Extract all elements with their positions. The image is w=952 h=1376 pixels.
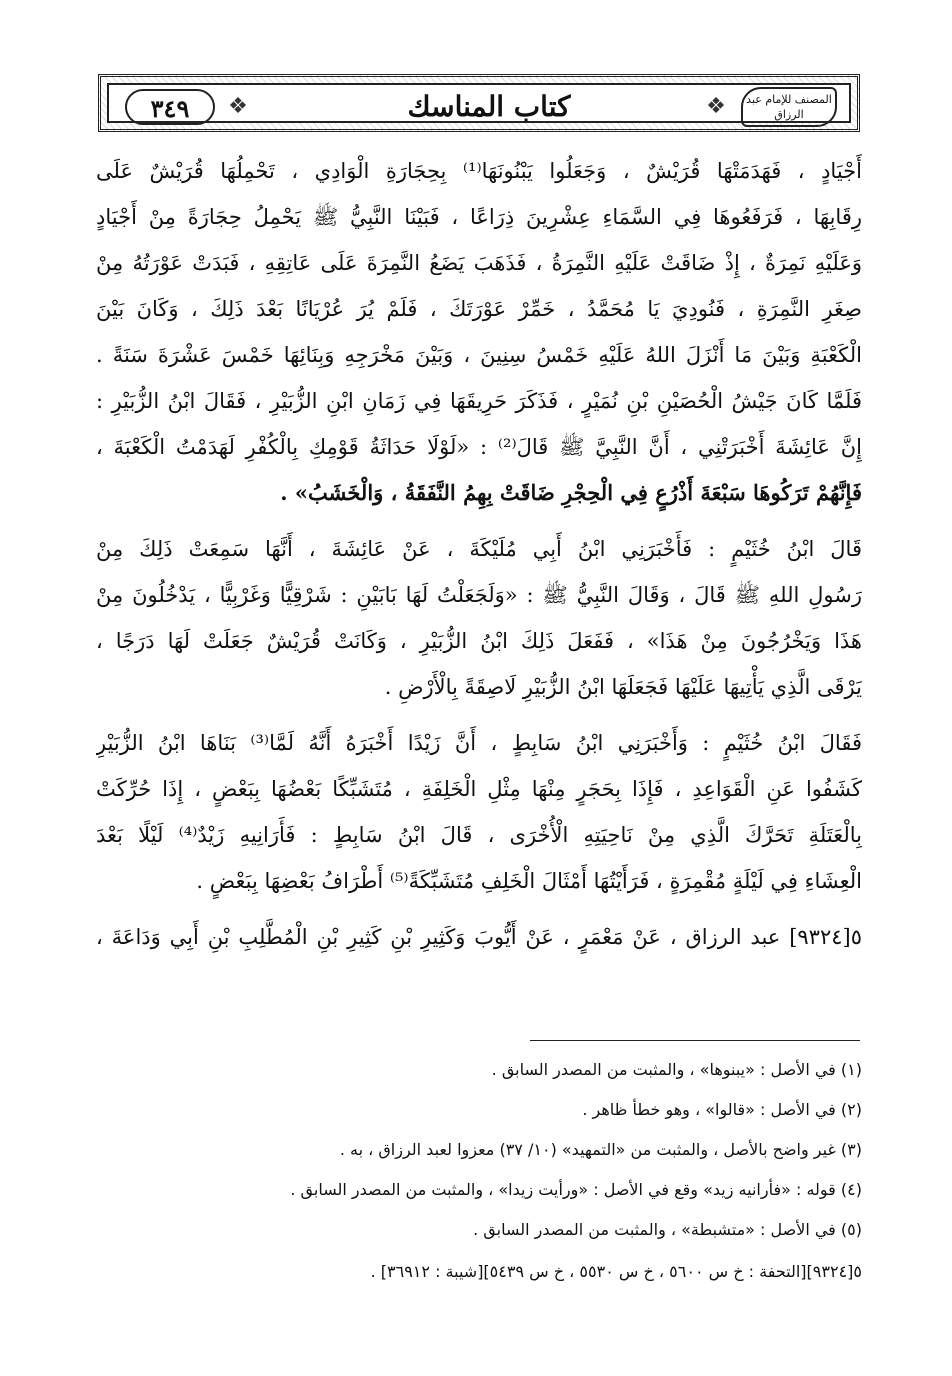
footnote: (٥) في الأصل : «متشبطة» ، والمثبت من المصدر السابق . xyxy=(473,1220,862,1239)
footnote: (٢) في الأصل : «قالوا» ، وهو خطأ ظاهر . xyxy=(582,1100,862,1119)
text-line: ٥[٩٣٢٤] عبد الرزاق ، عَنْ مَعْمَرٍ ، عَنْ أَيُّوبَ وَكَثِيرِ بْنِ كَثِيرِ بْنِ الْمُطَّلِبِ بْنِ أَبِي وَدَاعَةَ ، xyxy=(96,925,862,949)
ornament-icon: ❖ xyxy=(706,94,726,119)
page-number: ٣٤٩ xyxy=(125,89,215,125)
text-line: رِقَابِهَا ، فَرَفَعُوهَا فِي السَّمَاءِ عِشْرِينَ ذِرَاعًا ، فَبَيْنَا النَّبِيُّ ﷺ يَحْمِلُ حِجَارَةً مِنْ أَجْيَادٍ xyxy=(96,205,862,229)
text-line: بِالْعَتَلَةِ تَحَرَّكَ الَّذِي مِنْ نَاحِيَتِهِ الْأُخْرَى ، قَالَ ابْنُ سَابِطٍ : فَأَرَانِيهِ زَيْدٌ⁽⁴⁾ لَيْلًا بَعْدَ xyxy=(96,823,862,847)
publisher-logo: المصنف للإمام عبد الرزاق xyxy=(741,87,837,127)
text-line: فَلَمَّا كَانَ جَيْشُ الْحُصَيْنِ بْنِ نُمَيْرٍ ، فَذَكَرَ حَرِيقَهَا فِي زَمَانِ ابْنِ الزُّبَيْرِ ، فَقَالَ ابْنُ الزُّبَيْرِ : xyxy=(96,389,862,413)
main-text xyxy=(96,148,862,960)
text-line: رَسُولِ اللهِ ﷺ قَالَ ، وَقَالَ النَّبِيُّ ﷺ : «وَلَجَعَلْتُ لَهَا بَابَيْنِ : شَرْقِيًّا وَغَرْبِيًّا ، يَدْخُلُونَ مِنْ xyxy=(96,583,862,607)
running-title: كتاب المناسك xyxy=(407,90,571,123)
text-line: قَالَ ابْنُ خُثَيْمٍ : فَأَخْبَرَنِي ابْنُ أَبِي مُلَيْكَةَ ، عَنْ عَائِشَةَ ، أَنَّهَا سَمِعَتْ ذَلِكَ مِنْ xyxy=(96,537,862,561)
text-line: وَعَلَيْهِ نَمِرَةٌ ، إِذْ ضَاقَتْ عَلَيْهِ النَّمِرَةُ ، فَذَهَبَ يَضَعُ النَّمِرَةَ عَلَى عَاتِقِهِ ، فَبَدَتْ عَوْرَتُهُ مِنْ xyxy=(96,251,862,275)
text-line: أَجْيَادٍ ، فَهَدَمَتْهَا قُرَيْشٌ ، وَجَعَلُوا يَبْنُونَهَا⁽¹⁾ بِحِجَارَةِ الْوَادِي ، تَحْمِلُهَا قُرَيْشٌ عَلَى xyxy=(96,159,862,183)
footnote: (٤) قوله : «فأرانيه زيد» وقع في الأصل : «ورأيت زيدا» ، والمثبت من المصدر السابق . xyxy=(290,1180,862,1199)
text-line: الْعِشَاءِ فِي لَيْلَةٍ مُقْمِرَةٍ ، فَرَأَيْتُهَا أَمْثَالَ الْخَلِفِ مُتَشَبِّكَةً⁽⁵⁾ أَطْرَافُ بَعْضِهَا بِبَعْضٍ . xyxy=(196,869,862,893)
text-line: يَرْقَى الَّذِي يَأْتِيهَا عَلَيْهَا فَجَعَلَهَا ابْنُ الزُّبَيْرِ لَاصِقَةً بِالْأَرْضِ . xyxy=(384,675,862,699)
header-frame xyxy=(107,83,851,123)
footnote-separator xyxy=(530,1040,860,1041)
text-line: فَإِنَّهُمْ تَرَكُوهَا سَبْعَةَ أَذْرُعٍ فِي الْحِجْرِ ضَاقَتْ بِهِمُ النَّفَقَةُ ، وَالْخَشَبُ» . xyxy=(280,480,862,505)
text-line: صِغَرِ النَّمِرَةِ ، فَنُودِيَ يَا مُحَمَّدُ ، خَمِّرْ عَوْرَتَكَ ، فَلَمْ يُرَ عُرْيَانًا بَعْدَ ذَلِكَ ، وَكَانَ بَيْنَ xyxy=(96,297,862,321)
text-line: هَذَا وَيَخْرُجُونَ مِنْ هَذَا» ، فَفَعَلَ ذَلِكَ ابْنُ الزُّبَيْرِ ، وَكَانَتْ قُرَيْشٌ جَعَلَتْ لَهَا دَرَجًا ، xyxy=(96,629,862,653)
takhrij-note: ٥[٩٣٢٤][التحفة : خ س ٥٦٠٠ ، خ س ٥٥٣٠ ، خ س ٥٤٣٩][شيبة : ٣٦٩١٢] . xyxy=(370,1262,862,1281)
footnotes xyxy=(96,1050,862,1292)
text-line: فَقَالَ ابْنُ خُثَيْمٍ : وَأَخْبَرَنِي ابْنُ سَابِطٍ ، أَنَّ زَيْدًا أَخْبَرَهُ أَنَّهُ لَمَّا⁽³⁾ بَنَاهَا ابْنُ الزُّبَيْرِ xyxy=(96,731,862,755)
footnote: (١) في الأصل : «يبنوها» ، والمثبت من المصدر السابق . xyxy=(491,1060,862,1079)
footnote: (٣) غير واضح بالأصل ، والمثبت من «التمهيد» (١٠/ ٣٧) معزوا لعبد الرزاق ، به . xyxy=(339,1140,862,1159)
text-line: إِنَّ عَائِشَةَ أَخْبَرَتْنِي ، أَنَّ النَّبِيَّ ﷺ قَالَ⁽²⁾ : «لَوْلَا حَدَاثَةُ قَوْمِكِ بِالْكُفْرِ لَهَدَمْتُ الْكَعْبَةَ ، xyxy=(96,435,862,459)
ornament-icon: ❖ xyxy=(228,94,248,119)
text-line: كَشَفُوا عَنِ الْقَوَاعِدِ ، فَإِذَا بِحَجَرٍ مِنْهَا مِثْلِ الْخَلِفَةِ ، مُتَشَبِّكًا بَعْضُهَا بِبَعْضٍ ، إِذَا حُرِّكَتْ xyxy=(96,777,862,801)
text-line: الْكَعْبَةِ وَبَيْنَ مَا أَنْزَلَ اللهُ عَلَيْهِ خَمْسُ سِنِينَ ، وَبَيْنَ مَخْرَجِهِ وَبِنَائِهَا خَمْسَ عَشْرَةَ سَنَةً . xyxy=(96,343,862,367)
page-header xyxy=(98,74,860,132)
